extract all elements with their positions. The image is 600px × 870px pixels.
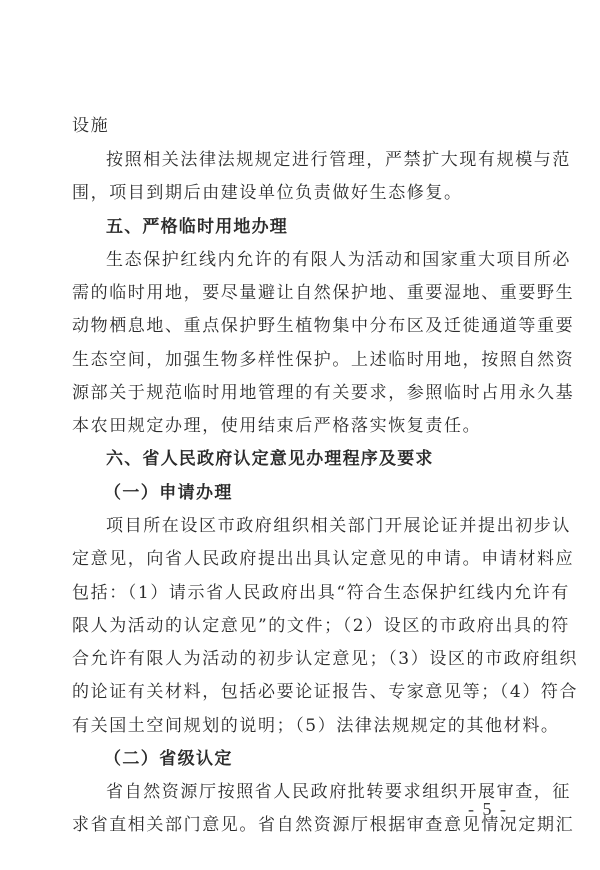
paragraph-line: 项目所在设区市政府组织相关部门开展论证并提出初步认 — [106, 516, 571, 536]
paragraph-line: 按照相关法律法规规定进行管理，严禁扩大现有规模与范 — [106, 150, 571, 170]
section-heading-6: 六、省人民政府认定意见办理程序及要求 — [106, 449, 434, 469]
page-number: - 5 - — [468, 799, 508, 819]
paragraph-line: 源部关于规范临时用地管理的有关要求，参照临时占用永久基 — [72, 383, 575, 403]
paragraph-line: 包括：（1）请示省人民政府出具“符合生态保护红线内允许有 — [72, 583, 570, 603]
paragraph-line: 合允许有限人为活动的初步认定意见；（3）设区的市政府组织 — [72, 649, 579, 669]
paragraph-line: 动物栖息地、重点保护野生植物集中分布区及迁徙通道等重要 — [72, 316, 575, 336]
paragraph-line: 有关国土空间规划的说明；（5）法律法规规定的其他材料。 — [72, 716, 560, 736]
paragraph-line: 省自然资源厅按照省人民政府批转要求组织开展审查，征 — [106, 782, 571, 802]
paragraph-line: 求省直相关部门意见。省自然资源厅根据审查意见情况定期汇 — [72, 815, 575, 835]
paragraph-line: 生态保护红线内允许的有限人为活动和国家重大项目所必 — [106, 250, 571, 270]
paragraph-line: 围，项目到期后由建设单位负责做好生态修复。 — [72, 183, 463, 203]
subsection-heading-2: （二）省级认定 — [104, 749, 233, 769]
paragraph-line: 定意见，向省人民政府提出出具认定意见的申请。申请材料应 — [72, 549, 575, 569]
text-line-continuation: 设施 — [72, 116, 110, 136]
paragraph-line: 的论证有关材料，包括必要论证报告、专家意见等；（4）符合 — [72, 682, 579, 702]
subsection-heading-1: （一）申请办理 — [104, 483, 233, 503]
paragraph-line: 本农田规定办理，使用结束后严格落实恢复责任。 — [72, 416, 482, 436]
paragraph-line: 需的临时用地，要尽量避让自然保护地、重要湿地、重要野生 — [72, 283, 575, 303]
section-heading-5: 五、严格临时用地办理 — [106, 217, 288, 237]
paragraph-line: 生态空间，加强生物多样性保护。上述临时用地，按照自然资 — [72, 350, 575, 370]
paragraph-line: 限人为活动的认定意见”的文件；（2）设区的市政府出具的符 — [72, 616, 570, 636]
